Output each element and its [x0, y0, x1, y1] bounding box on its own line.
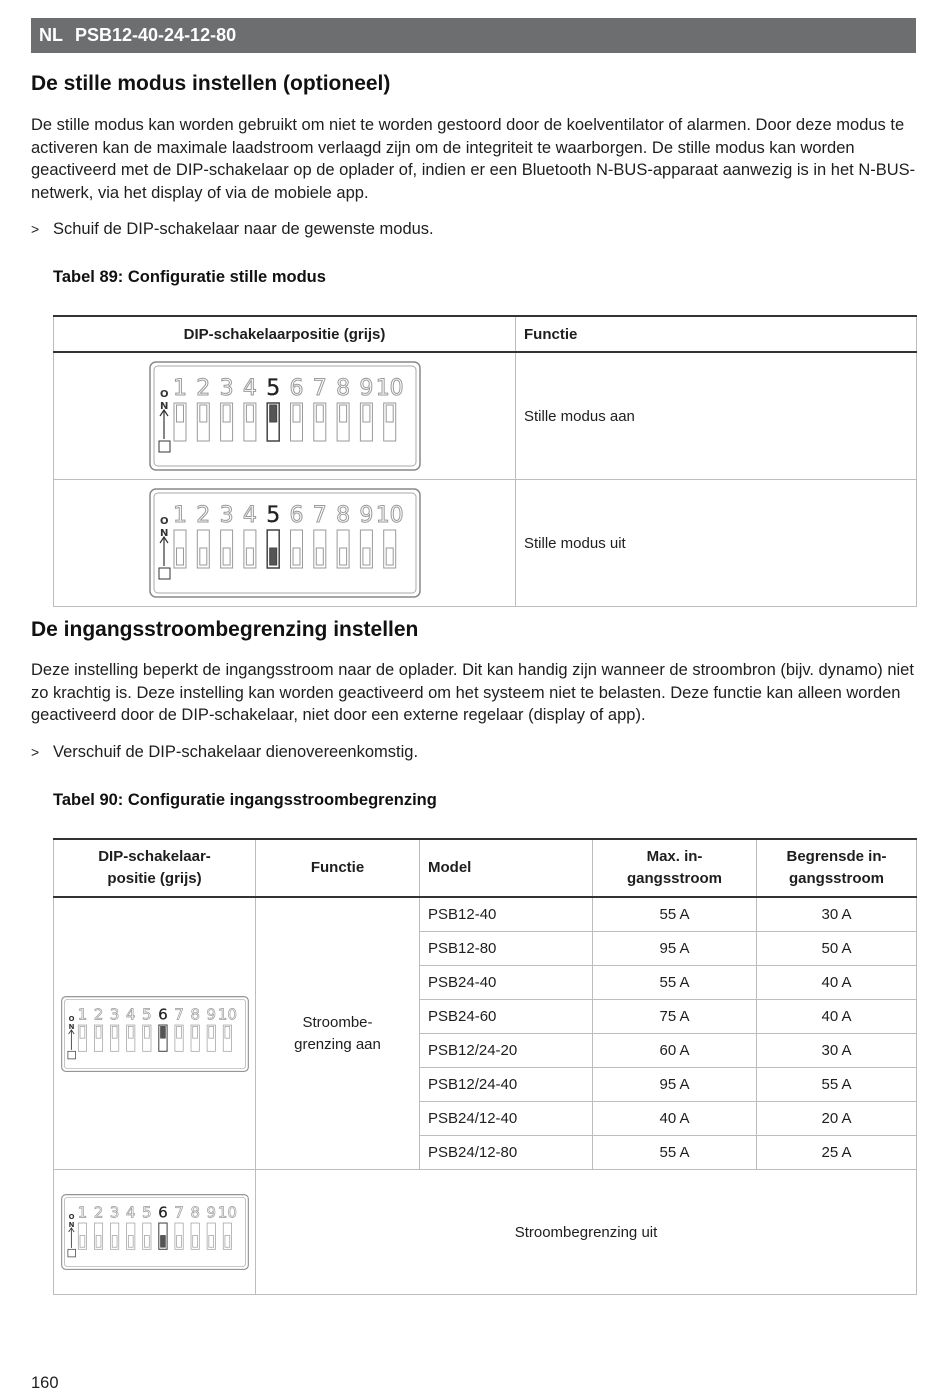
dip-switch-knob: [128, 1026, 133, 1038]
dip-switch-knob: [96, 1235, 101, 1247]
dip-on-label: O: [159, 389, 169, 400]
dip-number-label: 1: [172, 503, 187, 528]
dip-number-label: 4: [242, 376, 257, 401]
table89-function: Stille modus aan: [516, 352, 917, 480]
dip-number-label: 8: [335, 376, 350, 401]
dip-number-label: 10: [217, 1203, 237, 1222]
step-marker: >: [31, 744, 40, 760]
dip-number-label: 1: [172, 376, 187, 401]
dip-marker-square: [159, 441, 170, 452]
dip-switch-knob: [192, 1235, 197, 1247]
dip-switch-knob: [386, 548, 393, 565]
dip-switch-knob: [246, 405, 253, 422]
dip-number-label: 2: [93, 1203, 103, 1222]
dip-number-label: 9: [358, 376, 373, 401]
dip-switch-knob: [224, 1026, 229, 1038]
dip-switch-knob: [246, 548, 253, 565]
table89-function: Stille modus uit: [516, 480, 917, 607]
dip-switch-knob: [339, 405, 346, 422]
dip-switch-knob: [362, 548, 369, 565]
table90-dip-cell-on: [54, 897, 256, 1170]
table90-model: PSB12/24-40: [420, 1068, 593, 1102]
dip-number-label: 5: [141, 1203, 152, 1222]
table90-header-dip: [54, 839, 256, 897]
dip-number-label: 6: [289, 503, 303, 528]
dip-number-label: 5: [141, 1005, 152, 1023]
dip-number-label: 6: [157, 1005, 168, 1023]
dip-on-label: O: [159, 516, 169, 527]
dip-number-label: 8: [189, 1005, 200, 1023]
table90-limit: 40 A: [757, 1000, 917, 1034]
function-line: Stroombe-: [302, 1013, 373, 1031]
dip-number-label: 9: [205, 1203, 216, 1222]
section-title-input-limit: De ingangsstroombegrenzing instellen: [31, 618, 419, 641]
table90-max: 40 A: [593, 1102, 757, 1136]
dip-number-label: 7: [312, 503, 327, 528]
dip-switch-knob: [199, 405, 206, 422]
table90-model: PSB24-60: [420, 1000, 593, 1034]
dip-switch-diagram: [149, 361, 421, 471]
dip-number-label: 3: [219, 503, 234, 528]
table89-header-dip: DIP-schakelaarpositie (grijs): [54, 316, 516, 352]
dip-marker-square: [67, 1051, 75, 1059]
dip-switch-knob: [112, 1235, 117, 1247]
dip-number-label: 7: [173, 1203, 184, 1222]
table90-header-limit: [757, 839, 917, 897]
dip-number-label: 9: [358, 503, 373, 528]
table90-dip-cell-off: [54, 1170, 256, 1295]
language-code: NL: [39, 25, 63, 45]
dip-marker-square: [67, 1249, 75, 1257]
dip-on-label: N: [68, 1221, 74, 1230]
dip-switch-knob: [339, 548, 346, 565]
table89-dip-cell: [54, 480, 516, 607]
page-number: 160: [31, 1374, 59, 1392]
dip-number-label: 6: [289, 376, 303, 401]
header-line: positie (grijs): [107, 870, 202, 887]
table90: [53, 838, 917, 1295]
table90-function-on: [256, 897, 420, 1170]
dip-number-label: 5: [265, 503, 280, 528]
dip-switch-knob: [293, 405, 300, 422]
table89-header-function: Functie: [516, 316, 917, 352]
table90-limit: 30 A: [757, 1034, 917, 1068]
dip-switch-knob: [160, 1235, 165, 1247]
table90-max: 75 A: [593, 1000, 757, 1034]
dip-switch-knob: [269, 548, 276, 565]
dip-number-label: 3: [109, 1005, 119, 1023]
table90-max: 55 A: [593, 966, 757, 1000]
dip-switch-knob: [208, 1235, 213, 1247]
table90-model: PSB12-40: [420, 897, 593, 932]
step-marker: >: [31, 221, 40, 237]
dip-number-label: 2: [195, 503, 210, 528]
table90-limit: 40 A: [757, 966, 917, 1000]
dip-switch-knob: [316, 548, 323, 565]
dip-number-label: 7: [173, 1005, 184, 1023]
header-line: gangsstroom: [626, 870, 722, 887]
table90-max: 95 A: [593, 932, 757, 966]
table90-header-model: Model: [420, 839, 593, 897]
dip-switch-knob: [192, 1026, 197, 1038]
table90-model: PSB24/12-40: [420, 1102, 593, 1136]
dip-switch-knob: [199, 548, 206, 565]
dip-number-label: 10: [375, 503, 404, 528]
dip-switch-knob: [112, 1026, 117, 1038]
dip-on-label: O: [68, 1014, 74, 1023]
dip-switch-knob: [362, 405, 369, 422]
table89-dip-cell: [54, 352, 516, 480]
table90-max: 55 A: [593, 1136, 757, 1170]
dip-switch-knob: [269, 405, 276, 422]
dip-switch-knob: [80, 1235, 85, 1247]
dip-switch-knob: [316, 405, 323, 422]
table90-model: PSB24-40: [420, 966, 593, 1000]
section-title-silent-mode: De stille modus instellen (optioneel): [31, 72, 391, 95]
dip-number-label: 2: [195, 376, 210, 401]
dip-on-label: O: [68, 1212, 74, 1221]
dip-switch-knob: [128, 1235, 133, 1247]
dip-switch-knob: [293, 548, 300, 565]
header-line: gangsstroom: [788, 870, 884, 887]
dip-switch-knob: [80, 1026, 85, 1038]
dip-switch-knob: [144, 1026, 149, 1038]
table90-limit: 20 A: [757, 1102, 917, 1136]
dip-switch-knob: [208, 1026, 213, 1038]
dip-number-label: 6: [157, 1203, 168, 1222]
table90-caption: Tabel 90: Configuratie ingangsstroombegrenzing: [53, 791, 437, 809]
header-line: Begrensde in-: [786, 848, 887, 865]
silent-mode-description: De stille modus kan worden gebruikt om niet te worden gestoord door de koelventilator of alarmen. Door deze modus te activeren kan de maximale laadstroom verlaagd zijn om de integriteit te waarborgen. De stille modus kan worden geactiveerd met de DIP-schakelaar op de oplader of, indien er een Bluetooth N-BUS-apparaat aanwezig is in het N-BUS-netwerk, via het display of via de mobiele app.: [31, 116, 916, 203]
function-line: grenzing aan: [294, 1035, 381, 1053]
table89-caption: Tabel 89: Configuratie stille modus: [53, 268, 326, 286]
dip-switch-diagram: [61, 996, 249, 1072]
table90-model: PSB12-80: [420, 932, 593, 966]
table90-header-function: Functie: [256, 839, 420, 897]
dip-number-label: 10: [375, 376, 404, 401]
dip-switch-knob: [160, 1026, 165, 1038]
dip-switch-knob: [223, 548, 230, 565]
table90-limit: 50 A: [757, 932, 917, 966]
dip-number-label: 4: [242, 503, 257, 528]
dip-number-label: 3: [109, 1203, 119, 1222]
input-limit-description: Deze instelling beperkt de ingangsstroom naar de oplader. Dit kan handig zijn wanneer de stroombron (bijv. dynamo) niet zo krachtig is. Deze instelling kan worden geactiveerd om het systeem niet te belasten. Deze functie kan alleen worden geactiveerd door de DIP-schakelaar, niet door een externe regelaar (display of app).: [31, 661, 914, 725]
dip-on-label: N: [159, 401, 168, 412]
dip-switch-knob: [144, 1235, 149, 1247]
table90-max: 60 A: [593, 1034, 757, 1068]
header-line: DIP-schakelaar-: [98, 848, 211, 865]
dip-switch-knob: [223, 405, 230, 422]
dip-switch-diagram: [61, 1194, 249, 1270]
table90-function-off: Stroombegrenzing uit: [256, 1170, 917, 1295]
dip-number-label: 8: [189, 1203, 200, 1222]
dip-switch-diagram: [149, 488, 421, 598]
dip-switch-knob: [176, 548, 183, 565]
silent-mode-step: [31, 220, 434, 239]
dip-switch-knob: [176, 1235, 181, 1247]
step-text: Verschuif de DIP-schakelaar dienovereenkomstig.: [53, 743, 419, 761]
dip-number-label: 7: [312, 376, 327, 401]
table90-header-max: [593, 839, 757, 897]
model-title: PSB12-40-24-12-80: [75, 25, 237, 45]
input-limit-step: [31, 743, 418, 762]
table90-max: 95 A: [593, 1068, 757, 1102]
header-line: Max. in-: [646, 848, 703, 865]
table90-model: PSB12/24-20: [420, 1034, 593, 1068]
dip-number-label: 9: [205, 1005, 216, 1023]
table90-max: 55 A: [593, 897, 757, 932]
table90-limit: 30 A: [757, 897, 917, 932]
dip-on-label: N: [68, 1022, 74, 1031]
table90-model: PSB24/12-80: [420, 1136, 593, 1170]
dip-number-label: 1: [77, 1203, 87, 1222]
dip-number-label: 10: [217, 1005, 237, 1023]
dip-number-label: 8: [335, 503, 350, 528]
table90-limit: 55 A: [757, 1068, 917, 1102]
dip-switch-knob: [224, 1235, 229, 1247]
dip-number-label: 4: [125, 1005, 136, 1023]
dip-number-label: 3: [219, 376, 234, 401]
dip-switch-knob: [386, 405, 393, 422]
dip-number-label: 1: [77, 1005, 87, 1023]
dip-number-label: 5: [265, 376, 280, 401]
dip-number-label: 4: [125, 1203, 136, 1222]
dip-number-label: 2: [93, 1005, 103, 1023]
dip-marker-square: [159, 568, 170, 579]
dip-switch-knob: [176, 405, 183, 422]
table89: [53, 315, 917, 607]
dip-switch-knob: [96, 1026, 101, 1038]
dip-on-label: N: [159, 528, 168, 539]
table90-limit: 25 A: [757, 1136, 917, 1170]
header-bar: [31, 18, 916, 53]
dip-switch-knob: [176, 1026, 181, 1038]
step-text: Schuif de DIP-schakelaar naar de gewenste modus.: [53, 220, 434, 238]
